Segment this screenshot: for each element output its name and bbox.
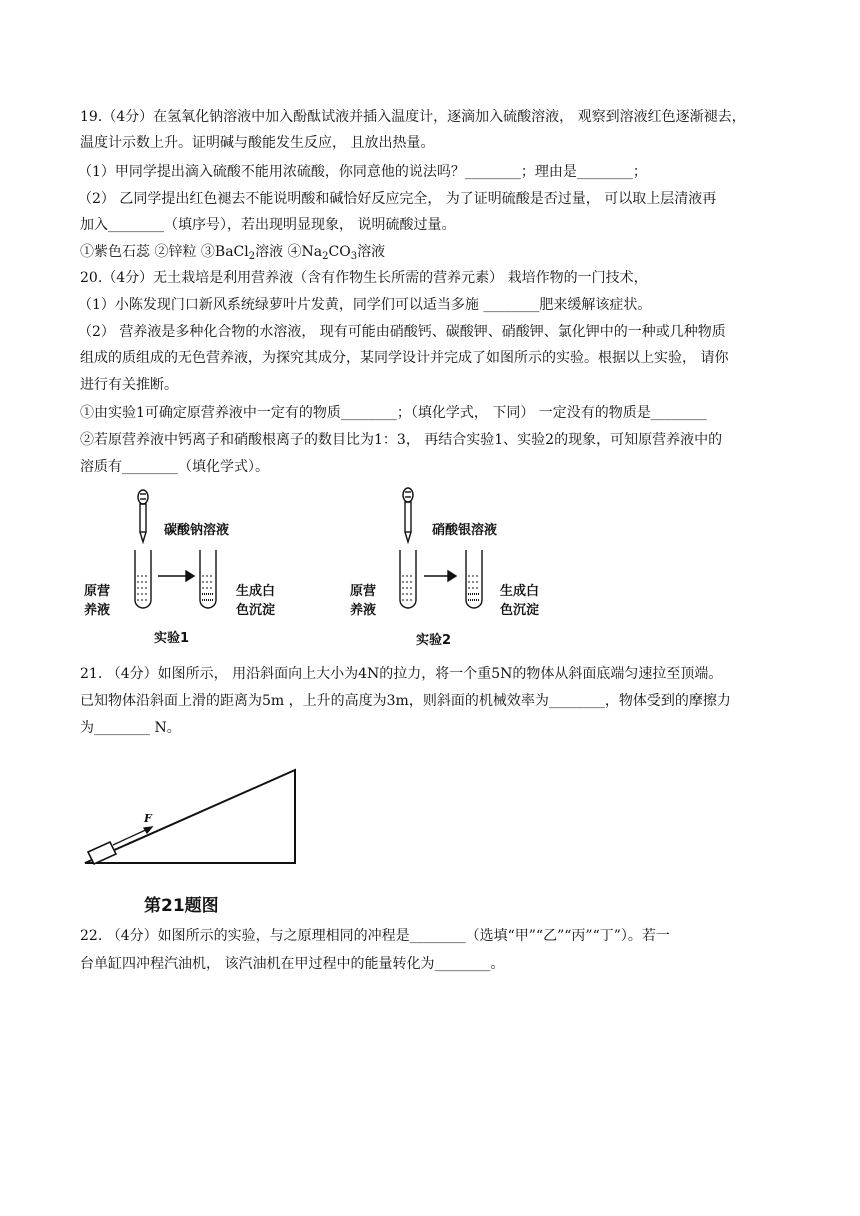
dropper-2-icon (403, 488, 413, 542)
test-tube-1b-icon (200, 550, 216, 608)
q20-part2-line3: 进行有关推断。 (80, 377, 178, 393)
q20-part2-line2: 组成的质组成的无色营养液，为探究其成分，某同学设计并完成了如图所示的实验。根据以上实验， 请你 (80, 350, 729, 366)
arrow-1-icon (158, 571, 194, 581)
opt-sub-1: 2 (248, 251, 256, 262)
q21-stem-line2: 已知物体沿斜面上滑的距离为5m ，上升的高度为3m，则斜面的机械效率为________，物体受到的摩擦力 (80, 693, 731, 709)
q22-stem-line2: 台单缸四冲程汽油机， 该汽油机在甲过程中的能量转化为________。 (80, 956, 505, 972)
incline-icon (85, 770, 295, 863)
incline-figure (80, 762, 310, 922)
q20-sub2-line1: ②若原营养液中钙离子和硝酸根离子的数目比为1：3， 再结合实验1、实验2的现象，可知原营养液中的 (80, 432, 723, 448)
test-tube-2a-icon (400, 550, 416, 608)
arrow-2-icon (424, 571, 456, 581)
experiment-2 (350, 488, 539, 648)
exp1-left-label-2: 养液 (84, 603, 111, 618)
test-tube-1a-icon (135, 550, 151, 608)
q21-stem-line1: 21. （4分）如图所示， 用沿斜面向上大小为4N的拉力，将一个重5N的物体从斜面底端匀速拉至顶端。 (80, 666, 723, 682)
exp2-reagent-label: 硝酸银溶液 (432, 523, 498, 538)
q19-part1: （1）甲同学提出滴入硫酸不能用浓硫酸，你同意他的说法吗？________；理由是________； (78, 164, 647, 180)
exp1-right-label-1: 生成白 (236, 584, 276, 599)
opt-text-d: 溶液 (357, 244, 386, 260)
experiment-1 (84, 490, 275, 646)
exp2-right-label-1: 生成白 (500, 584, 540, 599)
exp1-caption: 实验1 (154, 631, 190, 646)
test-tube-2b-icon (466, 550, 482, 608)
exp2-caption: 实验2 (416, 633, 452, 648)
q19-options (80, 242, 385, 262)
force-label: F (144, 812, 152, 825)
experiment-figure (80, 482, 580, 657)
exp2-right-label-2: 色沉淀 (500, 603, 540, 618)
q19-part2-line2: 加入________（填序号），若出现明显现象， 说明硫酸过量。 (80, 217, 456, 233)
q22-stem-line1: 22. （4分）如图所示的实验，与之原理相同的冲程是________（选填“甲”“乙”“丙”“丁”）。若一 (80, 928, 670, 944)
q20-part1: （1）小陈发现门口新风系统绿萝叶片发黄，同学们可以适当多施 ________肥来缓解该症状。 (78, 297, 652, 313)
dropper-1-icon (138, 490, 148, 542)
opt-sub-2: 2 (322, 251, 329, 262)
exp2-left-label-1: 原营 (350, 584, 377, 599)
q19-stem-line2: 温度计示数上升。证明碱与酸能发生反应， 且放出热量。 (80, 135, 435, 151)
q21-figure-caption: 第21题图 (144, 896, 219, 916)
q20-stem: 20.（4分）无土栽培是利用营养液（含有作物生长所需的营养元素） 栽培作物的一门技术， (80, 270, 648, 286)
q20-sub2-line2: 溶质有________（填化学式）。 (80, 459, 269, 475)
exp1-left-label-1: 原营 (84, 584, 111, 599)
block-icon (88, 842, 116, 864)
opt-text-a: ①紫色石蕊 ②锌粒 ③BaCl (80, 244, 249, 260)
exp2-left-label-2: 养液 (350, 603, 377, 618)
q20-part2-line1: （2） 营养液是多种化合物的水溶液， 现有可能由硝酸钙、碳酸钾、硝酸钾、氯化钾中的一种或几种物质 (78, 324, 726, 340)
q19-stem-line1: 19.（4分）在氢氧化钠溶液中加入酚酞试液并插入温度计，逐滴加入硫酸溶液， 观察到溶液红色逐渐褪去， (80, 109, 746, 125)
q19-part2-line1: （2） 乙同学提出红色褪去不能说明酸和碱恰好反应完全， 为了证明硫酸是否过量， 可以取上层清液再 (78, 191, 717, 207)
opt-text-c: CO (328, 244, 351, 260)
q21-stem-line3: 为________ N。 (80, 720, 181, 736)
q20-sub1: ①由实验1可确定原营养液中一定有的物质________；（填化学式， 下同） 一定没有的物质是________ (80, 405, 707, 421)
opt-sub-3: 3 (350, 251, 358, 262)
opt-text-b: 溶液 ④Na (255, 244, 323, 260)
exp1-reagent-label: 碳酸钠溶液 (164, 523, 230, 538)
exp1-right-label-2: 色沉淀 (236, 603, 276, 618)
